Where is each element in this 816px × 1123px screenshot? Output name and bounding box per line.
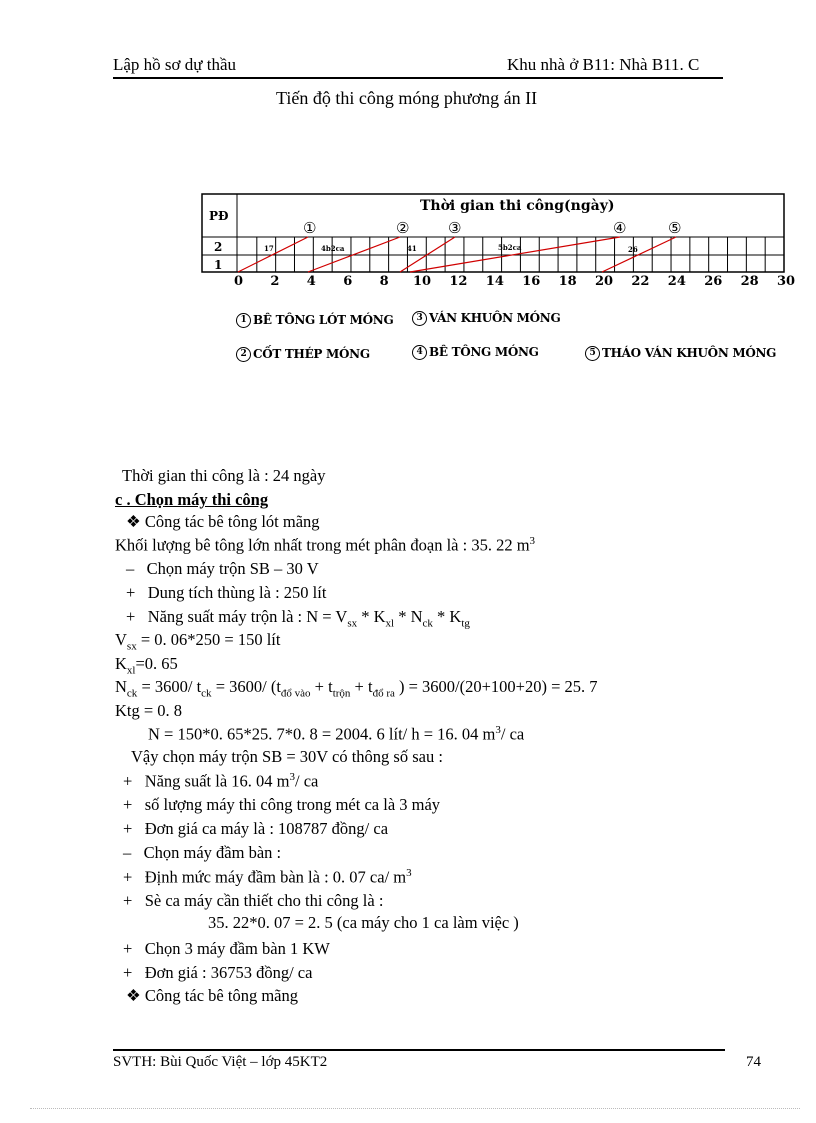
page-number: 74 [746,1054,761,1070]
choose-line: Vậy chọn máy trộn SB = 30V có thông số sau : [131,747,443,766]
shifts-line: + Sè ca máy cần thiết cho thi công là : [123,891,384,910]
legend-item-3: 3 VÁN KHUÔN MÓNG [412,311,560,326]
chart-row-label-1: 1 [214,258,223,272]
axis-tick-label: 16 [522,274,541,289]
axis-tick-label: 20 [595,274,614,289]
axis-tick-label: 24 [667,274,686,289]
axis-tick-label: 18 [558,274,577,289]
price-line: + Đơn giá ca máy là : 108787 đồng/ ca [123,819,389,838]
header-right: Khu nhà ở B11: Nhà B11. C [507,55,700,74]
section-heading: c . Chọn máy thi công [115,490,269,509]
legend-item-4: 4 BÊ TÔNG MÓNG [412,345,539,360]
axis-tick-label: 4 [306,274,316,289]
task-marker: ⑤ [668,219,682,237]
chart-axis-ticks [234,274,795,289]
axis-tick-label: 8 [379,274,389,289]
bullet-1: ❖ Công tác bê tông lót mãng [126,512,320,531]
footer-rule [113,1049,725,1051]
task-marker: ④ [613,219,627,237]
chart-time-header: Thời gian thi công(ngày) [420,198,615,214]
page-title: Tiến độ thi công móng phương án II [276,88,538,108]
n-result-line: N = 150*0. 65*25. 7*0. 8 = 2004. 6 lít/ h = 16. 04 $m^3/$ ca [148,724,525,744]
axis-tick-label: 26 [704,274,723,289]
axis-tick-label: 22 [631,274,650,289]
task-marker: ② [396,219,410,237]
bar-label-2: 4b2ca [321,244,345,253]
legend-item-5: 5 THÁO VÁN KHUÔN MÓNG [585,346,776,361]
chart-bar-labels [264,243,638,254]
prod-line: + Năng suất là 16. 04 $m^3/$ ca [123,771,319,791]
mixer-line: – Chọn máy trộn SB – 30 V [126,559,319,578]
axis-tick-label: 12 [449,274,468,289]
schedule-chart [190,180,800,290]
calc-line: 35. 22*0. 07 = 2. 5 (ca máy cho 1 ca làm việc ) [208,913,519,932]
bullet-2: ❖ Công tác bê tông mãng [126,986,298,1005]
chart-row-label-2: 2 [214,240,223,254]
chart-col-header: PĐ [209,209,229,223]
header-rule [113,77,723,79]
duration-text: Thời gian thi công là : 24 ngày [122,466,326,485]
page-bottom-edge [30,1108,800,1109]
task-marker: ① [303,219,317,237]
header-left: Lập hồ sơ dự thầu [113,55,237,74]
legend-item-2: 2 CỐT THÉP MÓNG [236,347,370,362]
axis-tick-label: 30 [777,274,796,289]
ktg-line: Ktg = 0. 8 [115,701,183,720]
vibrator-line: – Chọn máy đầm bàn : [123,843,282,862]
axis-tick-label: 2 [270,274,280,289]
price-vib-line: + Đơn giá : 36753 đồng/ ca [123,963,313,982]
task-marker: ③ [448,219,462,237]
choose-vib-line: + Chọn 3 máy đầm bàn 1 KW [123,939,330,958]
diamond-bullet-icon: ❖ [126,986,141,1005]
productivity-formula: + Năng suất máy trộn là : $N = V_{sx} * K_{xl} * N_{ck} * K_{tg}$ [126,607,470,630]
axis-tick-label: 6 [343,274,353,289]
count-line: + số lượng máy thi công trong mét ca là 3 máy [123,795,441,814]
vsx-line: $V_{sx} = 0$. 06*250 = 150 lít [115,630,281,653]
bar-label-1: 17 [264,244,274,253]
diamond-bullet-icon: ❖ [126,512,141,531]
bar-label-3: 41 [407,244,417,253]
nck-line: $N_{ck} = 3600/$ $t_{ck} = 3600/$ ($t_{đổ vào} + t_{trộn} + t_{đổ ra}$ ) = 3600/(20+100+20) = 25. 7 [115,677,598,700]
footer-author: SVTH: Bùi Quốc Việt – lớp 45KT2 [113,1054,328,1070]
legend-item-1: 1 BÊ TÔNG LÓT MÓNG [236,313,393,328]
axis-tick-label: 0 [234,274,244,289]
chart-task-markers [303,219,681,237]
capacity-line: + Dung tích thùng là : 250 lít [126,583,327,602]
axis-tick-label: 10 [413,274,432,289]
bar-label-4: 5b2ca [498,243,522,252]
axis-tick-label: 14 [485,274,504,289]
kxl-line: $K_{xl}=0$. 65 [115,654,178,677]
volume-text: Khối lượng bê tông lớn nhất trong mét phân đoạn là : 35. 22 $m^3$ [115,535,536,555]
bar-label-5: 26 [628,245,638,254]
axis-tick-label: 28 [740,274,759,289]
norm-line: + Định mức máy đầm bàn là : 0. 07 ca/ $m^3$ [123,867,412,887]
